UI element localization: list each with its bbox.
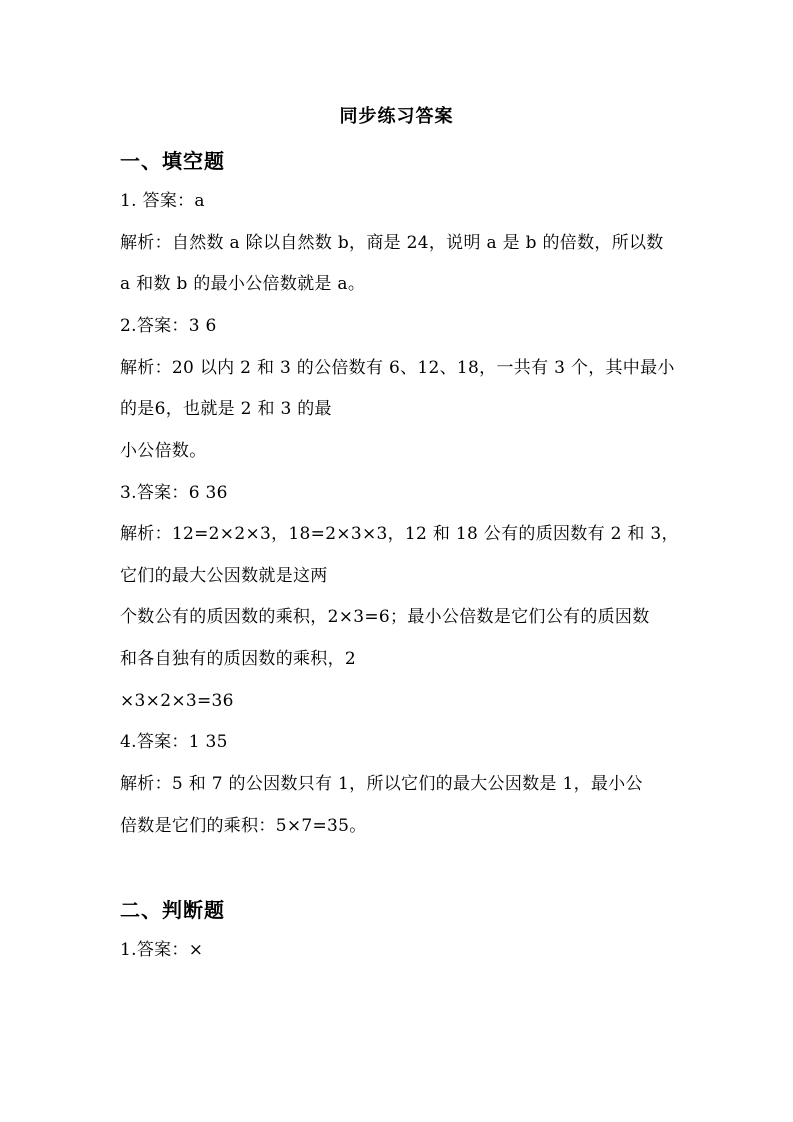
answer-line: 1.答案：× bbox=[120, 940, 204, 960]
section-heading-fill-in: 一、填空题 bbox=[120, 149, 225, 173]
page-title: 同步练习答案 bbox=[339, 106, 454, 127]
explanation-line: 的是6，也就是 2 和 3 的最 bbox=[120, 399, 332, 419]
explanation-line: 个数公有的质因数的乘积，2×3=6；最小公倍数是它们公有的质因数 bbox=[120, 607, 650, 627]
explanation-line: 它们的最大公因数就是这两 bbox=[120, 566, 328, 586]
explanation-line: a 和数 b 的最小公倍数就是 a。 bbox=[120, 274, 366, 294]
explanation-line: 解析：自然数 a 除以自然数 b，商是 24，说明 a 是 b 的倍数，所以数 bbox=[120, 233, 664, 253]
answer-line: 1. 答案：a bbox=[120, 191, 205, 211]
explanation-line: ×3×2×3=36 bbox=[120, 691, 234, 711]
explanation-line: 解析：5 和 7 的公因数只有 1，所以它们的最大公因数是 1，最小公 bbox=[120, 774, 643, 794]
section-heading-true-false: 二、判断题 bbox=[120, 898, 225, 922]
explanation-line: 和各自独有的质因数的乘积，2 bbox=[120, 649, 357, 669]
explanation-line: 小公倍数。 bbox=[120, 441, 207, 461]
answer-line: 2.答案：3 6 bbox=[120, 316, 217, 336]
explanation-line: 解析：20 以内 2 和 3 的公倍数有 6、12、18，一共有 3 个，其中最小 bbox=[120, 358, 675, 378]
explanation-line: 解析：12=2×2×3，18=2×3×3，12 和 18 公有的质因数有 2 和 3， bbox=[120, 524, 679, 544]
answer-line: 3.答案：6 36 bbox=[120, 483, 228, 503]
answer-line: 4.答案：1 35 bbox=[120, 732, 228, 752]
explanation-line: 倍数是它们的乘积：5×7=35。 bbox=[120, 816, 367, 836]
